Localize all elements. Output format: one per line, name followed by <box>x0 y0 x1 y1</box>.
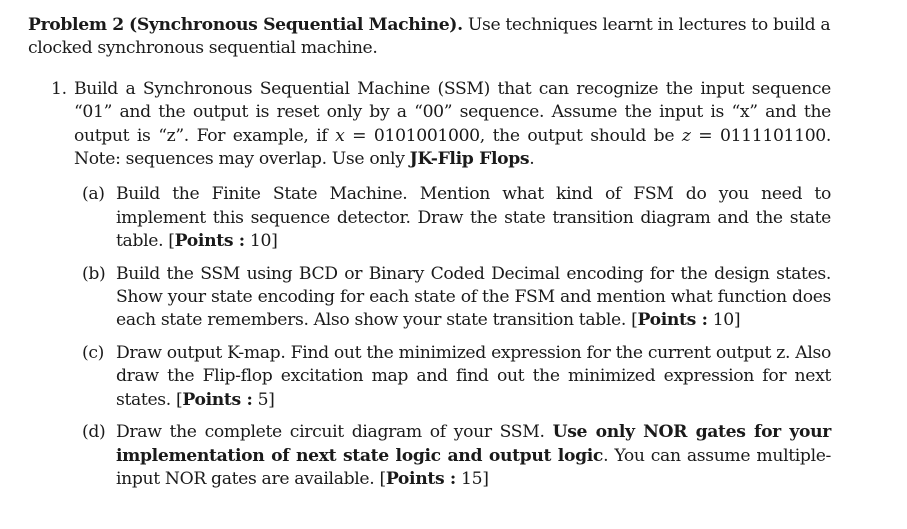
sub-label-b: (b) <box>82 263 106 284</box>
sub-b-text: Build the SSM using BCD or Binary Coded Decimal encoding for the design states. Show your state encoding for each state of the FSM and mention what function does each state remembers. Also show your state transition table. [ <box>116 263 831 331</box>
problem-page <box>28 14 898 500</box>
sub-d-text-b: . You can assume multiple-input NOR gates are available. [ <box>116 445 831 489</box>
sub-d-points-word: Points : <box>385 468 456 489</box>
sub-c-points-value: 5] <box>252 389 275 410</box>
sub-question-a <box>28 183 831 253</box>
sub-d-points-value: 15] <box>455 468 489 489</box>
problem-intro: Use techniques learnt in lectures to build a clocked synchronous sequential machine. <box>28 15 831 59</box>
sub-c-points-word: Points : <box>182 389 253 410</box>
item1-bold-jk: JK-Flip Flops <box>409 149 530 170</box>
sub-question-b <box>28 263 831 333</box>
question-item-1 <box>28 78 831 172</box>
item1-var-x: x <box>335 125 345 146</box>
item1-text-c: = 0111101100. Note: sequences may overlap. Use only <box>74 125 831 170</box>
sub-label-d: (d) <box>82 422 106 443</box>
problem-label: Problem 2 <box>28 15 124 35</box>
item1-text-b: = 0101001000, the output should be <box>344 125 682 146</box>
sub-a-text: Build the Finite State Machine. Mention what kind of FSM do you need to implement this sequence detector. Draw the state transition diagram and the state table. [ <box>116 184 831 252</box>
sub-a-points-value: 10] <box>244 231 278 252</box>
sub-b-points-value: 10] <box>707 310 741 331</box>
sub-d-text-a: Draw the complete circuit diagram of your SSM. <box>116 422 553 443</box>
sub-question-c <box>28 342 831 412</box>
item1-var-z: z <box>681 125 691 146</box>
sub-b-points-word: Points : <box>637 310 708 331</box>
sub-question-d <box>28 421 831 491</box>
sub-d-bold: Use only NOR gates for your implementation of next state logic and output logic <box>116 422 831 466</box>
item1-text-d: . <box>529 149 535 170</box>
item-number: 1. <box>51 78 67 99</box>
problem-heading-paragraph <box>28 14 863 61</box>
sub-c-text: Draw output K-map. Find out the minimized expression for the current output z. Also draw the Flip-flop excitation map and find out the minimized expression for next states. [ <box>116 342 831 410</box>
sub-label-a: (a) <box>82 184 105 205</box>
sub-question-list <box>28 183 898 491</box>
item1-text-a: Build a Synchronous Sequential Machine (SSM) that can recognize the input sequence “01” and the output is reset only by a “00” sequence. Assume the input is “x” and the output is “z”. For example, if <box>74 78 831 146</box>
problem-title: (Synchronous Sequential Machine). <box>129 15 463 35</box>
sub-label-c: (c) <box>82 342 104 363</box>
sub-a-points-word: Points : <box>174 231 245 252</box>
